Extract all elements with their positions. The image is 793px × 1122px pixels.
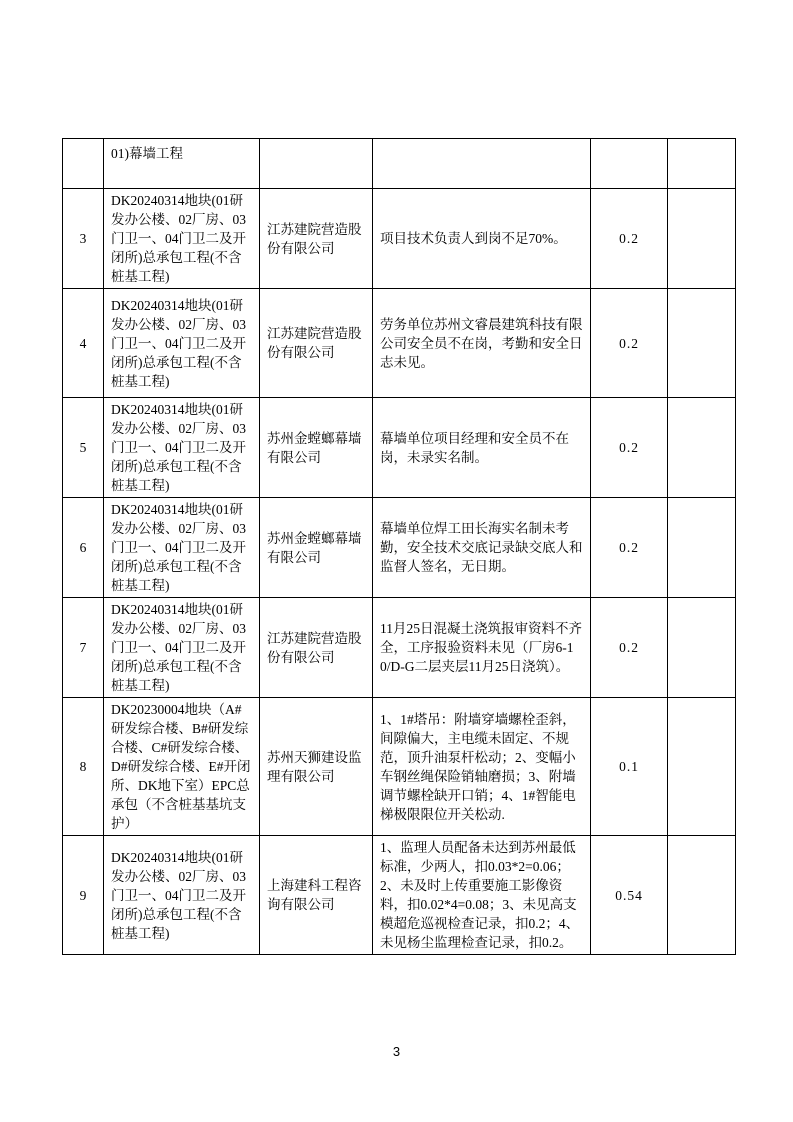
table-row bbox=[63, 598, 736, 698]
issue-description-cell bbox=[373, 139, 591, 189]
remark-cell bbox=[668, 498, 736, 598]
table-row bbox=[63, 836, 736, 955]
remark-cell bbox=[668, 836, 736, 955]
project-name-cell: DK20240314地块(01研发办公楼、02厂房、03门卫一、04门卫二及开闭所)总承包工程(不含桩基工程) bbox=[104, 398, 260, 498]
company-name-cell bbox=[260, 139, 373, 189]
project-name-cell: 01)幕墙工程 bbox=[104, 139, 260, 189]
remark-cell bbox=[668, 289, 736, 398]
score-cell: 0.2 bbox=[591, 398, 668, 498]
issue-description-cell: 11月25日混凝土浇筑报审资料不齐全，工序报验资料未见（厂房6-10/D-G二层夹层11月25日浇筑）。 bbox=[373, 598, 591, 698]
issue-description-cell: 劳务单位苏州文睿晨建筑科技有限公司安全员不在岗，考勤和安全日志未见。 bbox=[373, 289, 591, 398]
issue-description-cell: 幕墙单位焊工田长海实名制未考勤，安全技术交底记录缺交底人和监督人签名，无日期。 bbox=[373, 498, 591, 598]
score-cell: 0.2 bbox=[591, 498, 668, 598]
table-row bbox=[63, 289, 736, 398]
score-cell: 0.1 bbox=[591, 698, 668, 836]
issue-description-cell: 幕墙单位项目经理和安全员不在岗，未录实名制。 bbox=[373, 398, 591, 498]
score-cell bbox=[591, 139, 668, 189]
row-number-cell: 6 bbox=[63, 498, 104, 598]
issue-description-cell: 项目技术负责人到岗不足70%。 bbox=[373, 189, 591, 289]
remark-cell bbox=[668, 189, 736, 289]
row-number-cell bbox=[63, 139, 104, 189]
table-row bbox=[63, 698, 736, 836]
row-number-cell: 8 bbox=[63, 698, 104, 836]
project-name-cell: DK20240314地块(01研发办公楼、02厂房、03门卫一、04门卫二及开闭所)总承包工程(不含桩基工程) bbox=[104, 598, 260, 698]
score-cell: 0.2 bbox=[591, 189, 668, 289]
table-row bbox=[63, 498, 736, 598]
table-row bbox=[63, 189, 736, 289]
issues-table bbox=[62, 138, 736, 955]
issue-description-cell: 1、监理人员配备未达到苏州最低标准，少两人，扣0.03*2=0.06；2、未及时上传重要施工影像资料，扣0.02*4=0.08；3、未见高支模超危巡视检查记录，扣0.2；4、未见杨尘监理检查记录，扣0.2。 bbox=[373, 836, 591, 955]
score-cell: 0.2 bbox=[591, 289, 668, 398]
row-number-cell: 5 bbox=[63, 398, 104, 498]
row-number-cell: 3 bbox=[63, 189, 104, 289]
table-row bbox=[63, 139, 736, 189]
project-name-cell: DK20230004地块（A#研发综合楼、B#研发综合楼、C#研发综合楼、D#研发综合楼、E#开闭所、DK地下室）EPC总承包（不含桩基基坑支护） bbox=[104, 698, 260, 836]
project-name-cell: DK20240314地块(01研发办公楼、02厂房、03门卫一、04门卫二及开闭所)总承包工程(不含桩基工程) bbox=[104, 189, 260, 289]
company-name-cell: 上海建科工程咨询有限公司 bbox=[260, 836, 373, 955]
company-name-cell: 江苏建院营造股份有限公司 bbox=[260, 598, 373, 698]
row-number-cell: 4 bbox=[63, 289, 104, 398]
remark-cell bbox=[668, 139, 736, 189]
issues-table-body bbox=[63, 139, 736, 955]
row-number-cell: 9 bbox=[63, 836, 104, 955]
remark-cell bbox=[668, 698, 736, 836]
score-cell: 0.2 bbox=[591, 598, 668, 698]
company-name-cell: 江苏建院营造股份有限公司 bbox=[260, 189, 373, 289]
project-name-cell: DK20240314地块(01研发办公楼、02厂房、03门卫一、04门卫二及开闭所)总承包工程(不含桩基工程) bbox=[104, 289, 260, 398]
issue-description-cell: 1、1#塔吊：附墙穿墙螺栓歪斜，间隙偏大，主电缆未固定、不规范，顶升油泵杆松动；2、变幅小车钢丝绳保险销轴磨损；3、附墙调节螺栓缺开口销；4、1#智能电梯极限限位开关松动. bbox=[373, 698, 591, 836]
project-name-cell: DK20240314地块(01研发办公楼、02厂房、03门卫一、04门卫二及开闭所)总承包工程(不含桩基工程) bbox=[104, 836, 260, 955]
table-row bbox=[63, 398, 736, 498]
company-name-cell: 苏州天狮建设监理有限公司 bbox=[260, 698, 373, 836]
score-cell: 0.54 bbox=[591, 836, 668, 955]
remark-cell bbox=[668, 398, 736, 498]
row-number-cell: 7 bbox=[63, 598, 104, 698]
company-name-cell: 苏州金螳螂幕墙有限公司 bbox=[260, 498, 373, 598]
company-name-cell: 苏州金螳螂幕墙有限公司 bbox=[260, 398, 373, 498]
company-name-cell: 江苏建院营造股份有限公司 bbox=[260, 289, 373, 398]
remark-cell bbox=[668, 598, 736, 698]
page-number: 3 bbox=[392, 1044, 401, 1059]
project-name-cell: DK20240314地块(01研发办公楼、02厂房、03门卫一、04门卫二及开闭所)总承包工程(不含桩基工程) bbox=[104, 498, 260, 598]
